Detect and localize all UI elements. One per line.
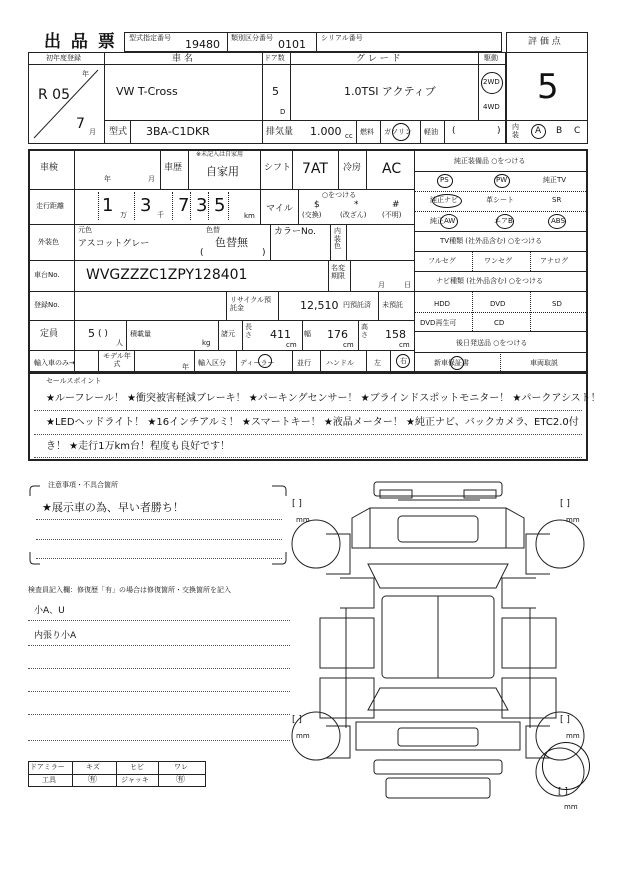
interior-a: A (535, 126, 542, 136)
navi-hdd: HDD (434, 300, 451, 308)
interior-label: 内装 (512, 123, 519, 139)
legend-tools: 工具 (42, 776, 56, 784)
legend-crack: ヒビ (130, 763, 144, 771)
dimension-label: 諸元 (221, 330, 235, 338)
tv-oneseg: ワンセグ (484, 257, 512, 265)
sales-line-2: ★LEDヘッドライト！ ★16インチアルミ！ ★スマートキー！ ★液晶メーター！ ★純正ナビ、バックカメラ、ETC2.0付 (46, 417, 579, 428)
opt-genuine-aw: 純正AW (430, 217, 456, 225)
model-year-label: モデル年式 (103, 352, 131, 368)
interior-b: B (556, 126, 563, 136)
mileage-digit-5: 5 (214, 195, 226, 216)
load-label: 積載量 (130, 330, 151, 338)
color-paren-open: ( (200, 248, 204, 258)
inspector-label: 検査員記入欄：修復歴「有」の場合は修復箇所・交換箇所を記入 (28, 586, 231, 594)
genuine-equipment-label: 純正装備品 ○をつける (454, 157, 526, 165)
fuel-gasoline: ガソリン (384, 128, 412, 136)
tv-analog: アナログ (540, 257, 568, 265)
interior-c: C (574, 126, 581, 136)
doors-label: ドア数 (264, 54, 285, 62)
fuel-light-oil: 軽油 (424, 128, 438, 136)
mileage-digit-3: 7 (178, 195, 190, 216)
grade-label: グ レ ー ド (356, 54, 401, 64)
car-name-value: VW T-Cross (116, 85, 178, 98)
width-value: 176 (327, 328, 348, 341)
sheet-title: 出 品 票 (44, 32, 117, 52)
spare-tire-mm: mm (564, 803, 578, 811)
ac-value: AC (382, 161, 402, 177)
navi-dvd-play: DVD再生可 (420, 319, 457, 327)
name-change-month: 月 (378, 281, 385, 289)
exterior-label: 外装色 (38, 238, 59, 246)
height-cm: cm (399, 341, 410, 349)
navi-sd: SD (552, 300, 562, 308)
navi-cd: CD (494, 319, 505, 327)
later-warranty: 新車保証書 (434, 359, 469, 367)
fuel-paren-close: ) (497, 126, 501, 136)
tv-fullseg: フルセグ (428, 257, 456, 265)
first-reg-month: 7 (76, 116, 85, 132)
opt-pw: PW (496, 176, 508, 184)
mile-opt-hash: # (392, 200, 400, 210)
shift-value: 7AT (302, 161, 328, 177)
mileage-sen: 千 (157, 211, 164, 219)
mile-opt-exchange: (交換) (302, 211, 322, 219)
mile-circle-note: ○をつける (322, 191, 357, 199)
orig-color-value: アスコットグレー (78, 239, 150, 249)
serial-box (316, 32, 502, 52)
first-reg-label: 初年度登録 (46, 54, 81, 62)
fuel-label: 燃料 (360, 128, 374, 136)
navi-type-label: ナビ種類 (社外品含む) ○をつける (436, 277, 544, 285)
spare-tire-icon (542, 742, 590, 790)
inspection-label: 車検 (40, 163, 59, 173)
history-value: 自家用 (206, 165, 239, 178)
first-reg-era: R 05 (38, 87, 70, 103)
import-class-label: 輸入区分 (198, 359, 226, 367)
inspection-month: 月 (148, 175, 155, 183)
reg-no-label: 登録No. (34, 301, 60, 309)
tire-rear-right-mm: mm (566, 732, 580, 740)
length-value: 411 (270, 328, 291, 341)
capacity-label: 定員 (40, 329, 59, 339)
color-change-value: 色替無 (215, 236, 248, 249)
score-label: 評 価 点 (528, 37, 561, 47)
tire-rear-right-bracket: [ ] (560, 715, 570, 725)
inspection-year: 年 (104, 175, 111, 183)
doors-value: 5 (272, 85, 279, 98)
chassis-value: WVGZZZC1ZPY128401 (86, 267, 248, 283)
tire-front-right-bracket: [ ] (560, 499, 570, 509)
handle-right: 右 (400, 357, 407, 365)
legend-scratch: キズ (86, 763, 100, 771)
notes-label: 注意事項・不具合箇所 (48, 481, 118, 489)
tv-type-label: TV種類 (社外品含む) ○をつける (440, 237, 543, 245)
recycle-unpaid: 未預託 (382, 301, 403, 309)
capacity-value: 5 (88, 327, 95, 340)
model-value: 3BA-C1DKR (146, 125, 210, 138)
class-no-value: 0101 (278, 38, 306, 51)
type-no-label: 型式指定番号 (129, 34, 171, 42)
mileage-digit-4: 3 (196, 195, 208, 216)
opt-abs: ABS (551, 217, 565, 225)
sales-line-3: き！ ★走行1万km台！程度も良好です！ (46, 441, 231, 452)
height-label: 高さ (361, 323, 368, 339)
ac-label: 冷房 (343, 163, 362, 173)
later-manual: 車両取説 (530, 359, 558, 367)
mile-opt-unknown: (不明) (382, 211, 402, 219)
opt-leather-seat: 革シート (486, 196, 514, 204)
drive-2wd: 2WD (483, 78, 500, 86)
sales-line-1: ★ルーフレール！ ★衝突被害軽減ブレーキ！ ★パーキングセンサー！ ★ブラインドスポットモニター！ ★パークアシスト！ (46, 393, 601, 404)
capacity-paren: ( ) (98, 329, 108, 339)
length-cm: cm (286, 341, 297, 349)
name-change-label: 名変期限 (331, 264, 345, 281)
legend-door-mirror: ドアミラー (30, 763, 65, 771)
displacement-value: 1.000 (310, 125, 342, 138)
class-no-box (227, 32, 317, 52)
year-suffix: 年 (82, 70, 89, 78)
legend-jack-has: ㊒ (176, 775, 186, 785)
grade-value: 1.0TSI アクティブ (344, 85, 436, 98)
tire-front-left-bracket: [ ] (292, 499, 302, 509)
mileage-man: 万 (120, 211, 127, 219)
type-no-box (124, 32, 228, 52)
recycle-label: リサイクル預託金 (230, 296, 272, 313)
drive-4wd: 4WD (483, 103, 500, 111)
capacity-unit: 人 (116, 339, 123, 347)
mileage-digit-1: 1 (102, 195, 114, 216)
mile-opt-dollar: $ (314, 200, 320, 210)
mileage-km: km (244, 212, 255, 220)
mile-label: マイル (266, 204, 293, 214)
fuel-paren-open: ( (452, 126, 456, 136)
legend-break: ワレ (174, 763, 188, 771)
class-no-label: 類別区分番号 (231, 34, 273, 42)
import-parallel: 並行 (297, 359, 311, 367)
width-label: 幅 (304, 330, 311, 338)
model-label: 型式 (109, 127, 128, 137)
import-dealer: ディーラー (240, 359, 275, 367)
drive-label: 駆動 (484, 54, 498, 62)
notes-text: ★展示車の為、早い者勝ち！ (42, 501, 184, 514)
opt-airbag: エアB (494, 217, 513, 225)
tire-front-left-mm: mm (296, 516, 310, 524)
later-shipment-label: 後日発送品 ○をつける (456, 339, 528, 347)
recycle-unit: 円預託済 (343, 301, 371, 309)
model-year-suffix: 年 (182, 363, 189, 371)
width-cm: cm (343, 341, 354, 349)
sales-points-label: セールスポイント (46, 377, 102, 385)
color-change-label: 色替 (206, 226, 220, 234)
length-label: 長さ (245, 323, 252, 339)
orig-color-label: 元色 (78, 226, 92, 234)
load-unit: kg (202, 339, 211, 347)
name-change-day: 日 (404, 281, 411, 289)
door-suffix: D (280, 108, 286, 116)
cc-unit: cc (345, 132, 353, 140)
serial-label: シリアル番号 (321, 34, 363, 42)
history-note: ※未記入は自家用 (196, 151, 244, 158)
history-label: 車歴 (164, 163, 183, 173)
spare-tire-bracket: [ ] (558, 787, 568, 797)
inspector-line-1: 小A、U (34, 606, 65, 616)
car-name-label: 車 名 (172, 54, 193, 64)
type-no-value: 19480 (185, 38, 220, 51)
tire-rear-left-bracket: [ ] (292, 715, 302, 725)
handle-label: ハンドル (326, 359, 354, 367)
mileage-label: 走行距離 (36, 202, 64, 210)
tire-rear-left-mm: mm (296, 732, 310, 740)
month-suffix: 月 (89, 128, 96, 136)
legend-jack: ジャッキ (121, 776, 149, 784)
opt-genuine-tv: 純正TV (543, 176, 567, 184)
import-only-label: 輸入車のみ→ (34, 359, 75, 367)
recycle-value: 12,510 (300, 299, 339, 312)
opt-ps: PS (440, 176, 449, 184)
shift-label: シフト (264, 163, 292, 173)
score-value: 5 (537, 67, 559, 107)
displacement-label: 排気量 (266, 127, 294, 137)
height-value: 158 (385, 328, 406, 341)
opt-sr: SR (552, 196, 562, 204)
mile-opt-tamper: (改ざん) (340, 211, 367, 219)
mileage-digit-2: 3 (140, 195, 152, 216)
color-no-field: カラーNo. (274, 227, 316, 237)
inspector-line-2: 内張り小A (34, 631, 77, 641)
handle-left: 左 (374, 359, 381, 367)
tire-front-right-mm: mm (566, 516, 580, 524)
interior-color-label: 内装色 (334, 227, 341, 251)
navi-dvd: DVD (490, 300, 506, 308)
opt-genuine-navi: 純正ナビ (430, 196, 458, 204)
legend-tools-has: ㊒ (88, 775, 98, 785)
mile-opt-star: * (354, 200, 359, 210)
color-paren-close: ) (262, 248, 266, 258)
chassis-label: 車台No. (34, 271, 60, 279)
